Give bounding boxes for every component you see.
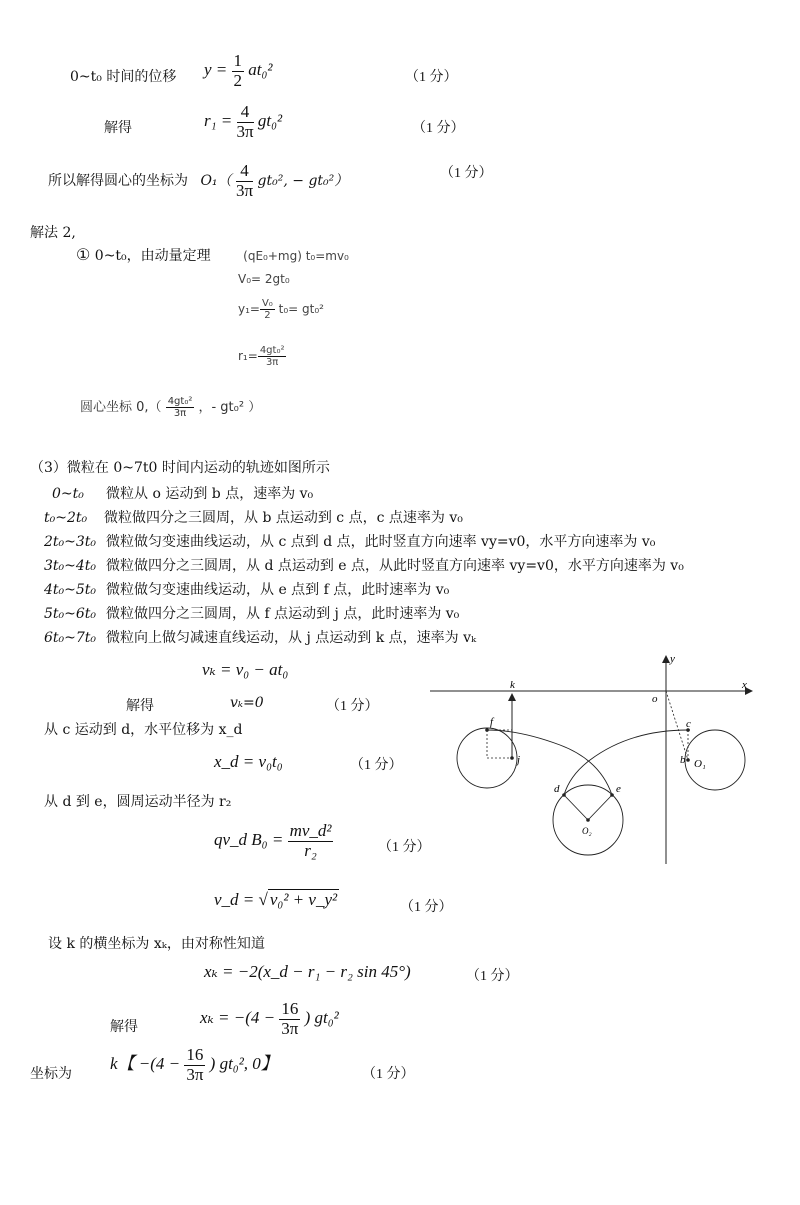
step-row: 5t₀~6t₀ 微粒做四分之三圆周，从 f 点运动到 j 点，此时速率为 v₀ (44, 606, 460, 622)
label-O2: O₂ (582, 826, 592, 836)
label-j: j (517, 754, 521, 766)
coord-result: k【 −(4 − $\frac{16}{3\pi}$ ) gt₀², 0】 (110, 1045, 278, 1084)
score-5: （1 分） (350, 758, 403, 773)
label-o: o (652, 693, 658, 705)
method2-title: 解法 2, (30, 225, 76, 241)
trajectory-figure (430, 650, 770, 865)
vk-formula: vₖ = v₀ − at₀ (202, 660, 289, 679)
vk-result: vₖ=0 (230, 695, 264, 711)
circled-one: ① (76, 245, 91, 264)
step-row: 3t₀~4t₀ 微粒做四分之三圆周，从 d 点运动到 e 点，从此时竖直方向速率 vy=v0，水平方向速率为 v₀ (44, 558, 684, 574)
part3-intro: （3）微粒在 0~7t0 时间内运动的轨迹如图所示 (30, 460, 330, 476)
label-k: k (510, 679, 515, 691)
solve-label-3: 解得 (110, 1019, 138, 1035)
label-y: y (670, 653, 675, 665)
method2-center: 圆心坐标 0,（ $\frac{\text{4gt₀²}}{3\pi}$ ，- gt₀² ） (80, 396, 262, 419)
label-b: b (680, 754, 686, 766)
step-row: 0~t₀ 微粒从 o 运动到 b 点，速率为 v₀ (52, 486, 314, 502)
score-8: （1 分） (466, 969, 519, 984)
step-row: 6t₀~7t₀ 微粒向上做匀减速直线运动，从 j 点运动到 k 点，速率为 vₖ (44, 630, 477, 646)
label-e: e (616, 783, 621, 795)
method2-step1: ① 0~t₀，由动量定理 (qE₀+mg) t₀=mv₀ (76, 245, 349, 264)
solve-label-1: 解得 (104, 120, 132, 136)
score-7: （1 分） (400, 900, 453, 915)
score-4: （1 分） (326, 699, 379, 714)
label-x: x (742, 679, 747, 691)
center-line: 所以解得圆心的坐标为 O₁（ $\frac{4}{3\pi}$ gt₀², − gt₀²） (48, 161, 349, 200)
step-row: 2t₀~3t₀ 微粒做匀变速曲线运动，从 c 点到 d 点，此时竖直方向速率 vy=v0，水平方向速率为 v₀ (44, 534, 656, 550)
label-c: c (686, 718, 691, 730)
c-to-d: 从 c 运动到 d，水平位移为 x_d (44, 722, 243, 738)
step-row: t₀~2t₀ 微粒做四分之三圆周，从 b 点运动到 c 点，c 点速率为 v₀ (44, 510, 463, 526)
point-b (686, 758, 690, 762)
coord-label: 坐标为 (30, 1066, 72, 1082)
score-1: （1 分） (405, 70, 458, 85)
score-9: （1 分） (362, 1067, 415, 1082)
disp-label: 0~t₀ 时间的位移 (70, 69, 177, 85)
symmetry-line: 设 k 的横坐标为 xₖ，由对称性知道 (48, 936, 265, 952)
xd-formula: x_d = v₀t₀ (214, 752, 283, 771)
d-to-e: 从 d 到 e，圆周运动半径为 r₂ (44, 794, 232, 810)
label-d: d (554, 783, 560, 795)
point-O2 (586, 818, 590, 822)
step-row: 4t₀~5t₀ 微粒做匀变速曲线运动，从 e 点到 f 点，此时速率为 v₀ (44, 582, 450, 598)
disp-formula: y = $\frac{1}{2}$ at₀² (204, 51, 273, 90)
xk-result: xₖ = −(4 − $\frac{16}{3\pi}$ ) gt₀² (200, 999, 339, 1038)
score-3: （1 分） (440, 166, 493, 181)
score-2: （1 分） (412, 121, 465, 136)
vd-formula: v_d = √ v₀² + v_y² (214, 890, 338, 909)
method2-r1: r₁= $\frac{\text{4gt₀²}}{3\pi}$ (238, 345, 285, 368)
score-6: （1 分） (378, 840, 431, 855)
label-f: f (490, 716, 494, 728)
xk-formula: xₖ = −2(x_d − r₁ − r₂ sin 45°) (204, 962, 411, 981)
solve-label-2: 解得 (126, 698, 154, 714)
method2-v0: V₀= 2gt₀ (238, 272, 290, 286)
force-formula: qv_d B₀ = $\frac{\text{mv\_d²}}{\text{r₂}}$ (214, 821, 332, 860)
method2-y1: y₁= $\frac{\text{V₀}}{2}$ t₀= gt₀² (238, 298, 324, 321)
r1-formula: r₁ = $\frac{4}{3\pi}$ gt₀² (204, 102, 283, 141)
label-O1: O₁ (694, 758, 706, 770)
